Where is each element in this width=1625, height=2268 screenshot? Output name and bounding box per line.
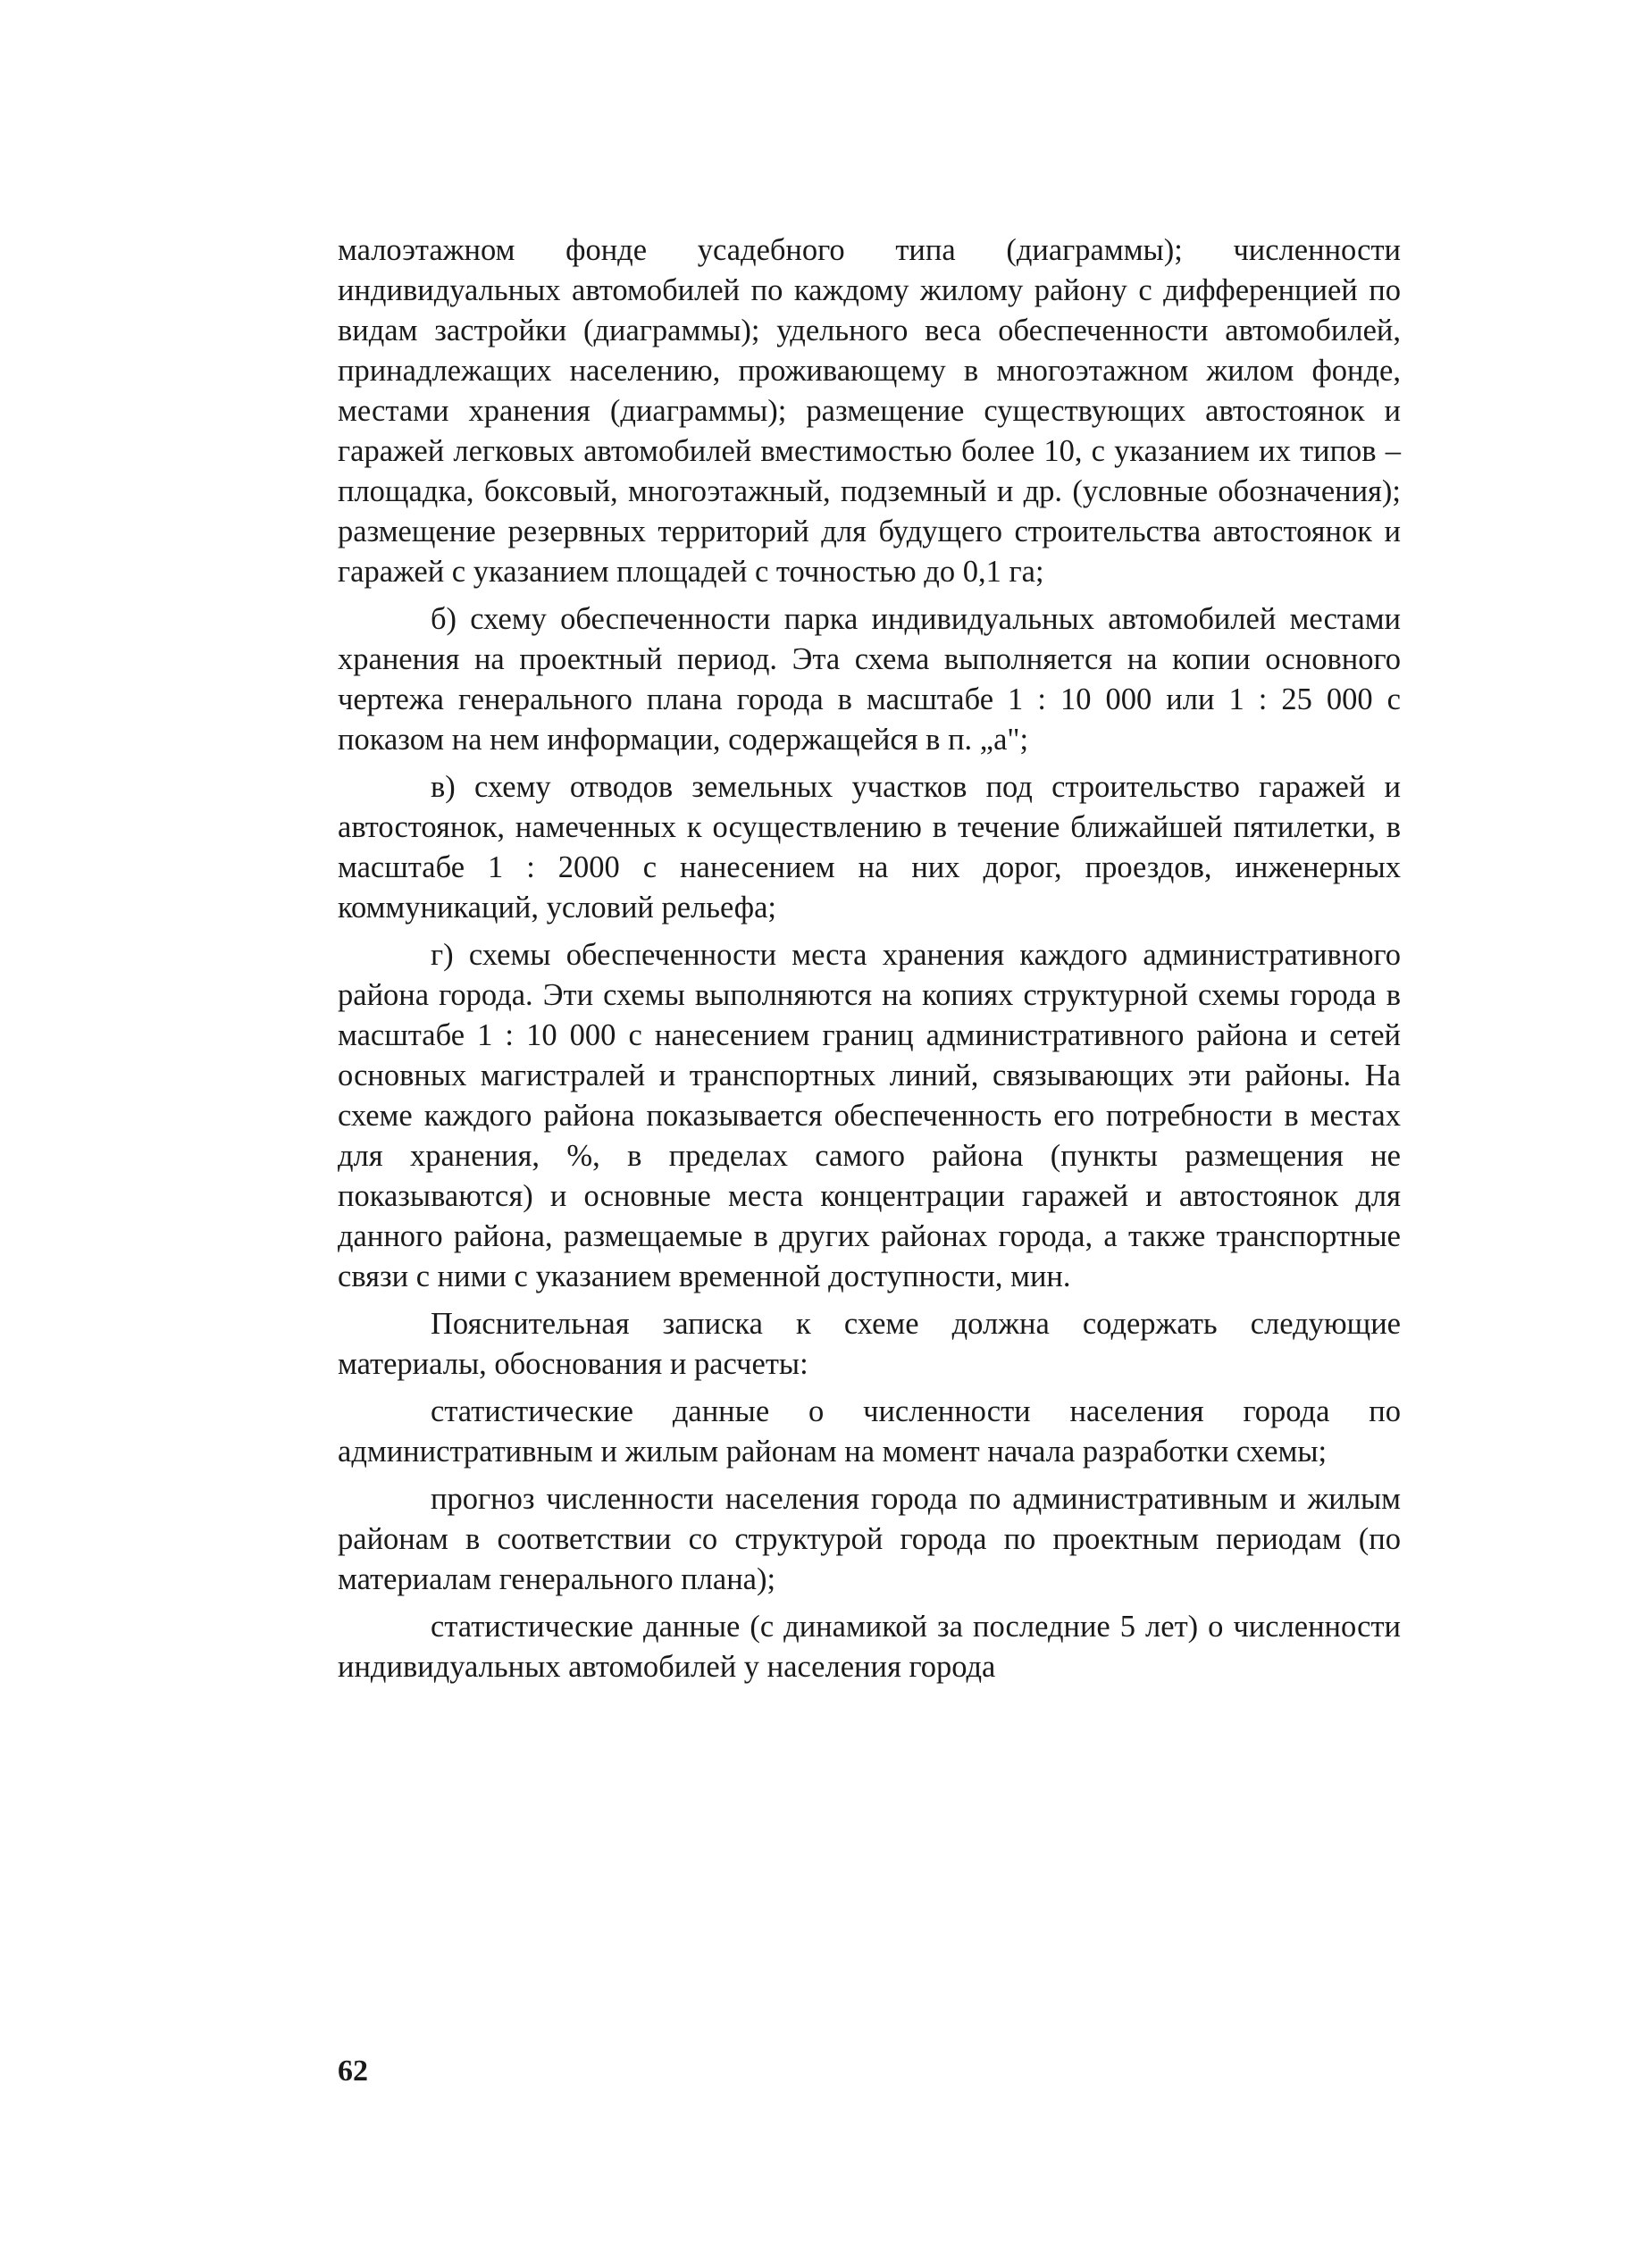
paragraph-item-v: в) схему отводов земельных участков под строительство гаражей и автостоянок, намеченных к осуществлению в течение ближайшей пятилетки, в масштабе 1 : 2000 с нанесением на них дорог, проездов, инженерных коммуникаций, условий рельефа; [338, 770, 1401, 925]
paragraph-continuation: малоэтажном фонде усадебного типа (диаграммы); численности индивидуальных автомобилей по каждому жилому району с дифференцией по видам застройки (диаграммы); удельного веса обеспеченности автомобилей, принадлежащих населению, проживающему в многоэтажном жилом фонде, местами хранения (диаграммы); размещение существующих автостоянок и гаражей легковых автомобилей вместимостью более 10, с указанием их типов – площадка, боксовый, многоэтажный, подземный и др. (условные обозначения); размещение резервных территорий для будущего строительства автостоянок и гаражей с указанием площадей с точностью до 0,1 га; [338, 233, 1401, 589]
paragraph-item-b: б) схему обеспеченности парка индивидуальных автомобилей местами хранения на проектный период. Эта схема выполняется на копии основного чертежа генерального плана города в масштабе 1 : 10 000 или 1 : 25 000 с показом на нем информации, содержащейся в п. „а"; [338, 602, 1401, 757]
paragraph-statistics-population: статистические данные о численности населения города по административным и жилым районам на момент начала разработки схемы; [338, 1394, 1401, 1469]
paragraph-forecast-population: прогноз численности населения города по административным и жилым районам в соответствии со структурой города по проектным периодам (по материалам генерального плана); [338, 1482, 1401, 1596]
paragraph-statistics-cars: статистические данные (с динамикой за последние 5 лет) о численности индивидуальных автомобилей у населения города [338, 1610, 1401, 1684]
paragraph-explanatory-note: Пояснительная записка к схеме должна содержать следующие материалы, обоснования и расчеты: [338, 1307, 1401, 1381]
paragraph-item-g: г) схемы обеспеченности места хранения каждого административного района города. Эти схемы выполняются на копиях структурной схемы города в масштабе 1 : 10 000 с нанесением границ административного района и сетей основных магистралей и транспортных линий, связывающих эти районы. На схеме каждого района показывается обеспеченность его потребности в местах для хранения, %, в пределах самого района (пункты размещения не показываются) и основные места концентрации гаражей и автостоянок для данного района, размещаемые в других районах города, а также транспортные связи с ними с указанием временной доступности, мин. [338, 938, 1401, 1293]
page-number: 62 [338, 2055, 368, 2088]
document-page-body [338, 230, 1401, 1695]
